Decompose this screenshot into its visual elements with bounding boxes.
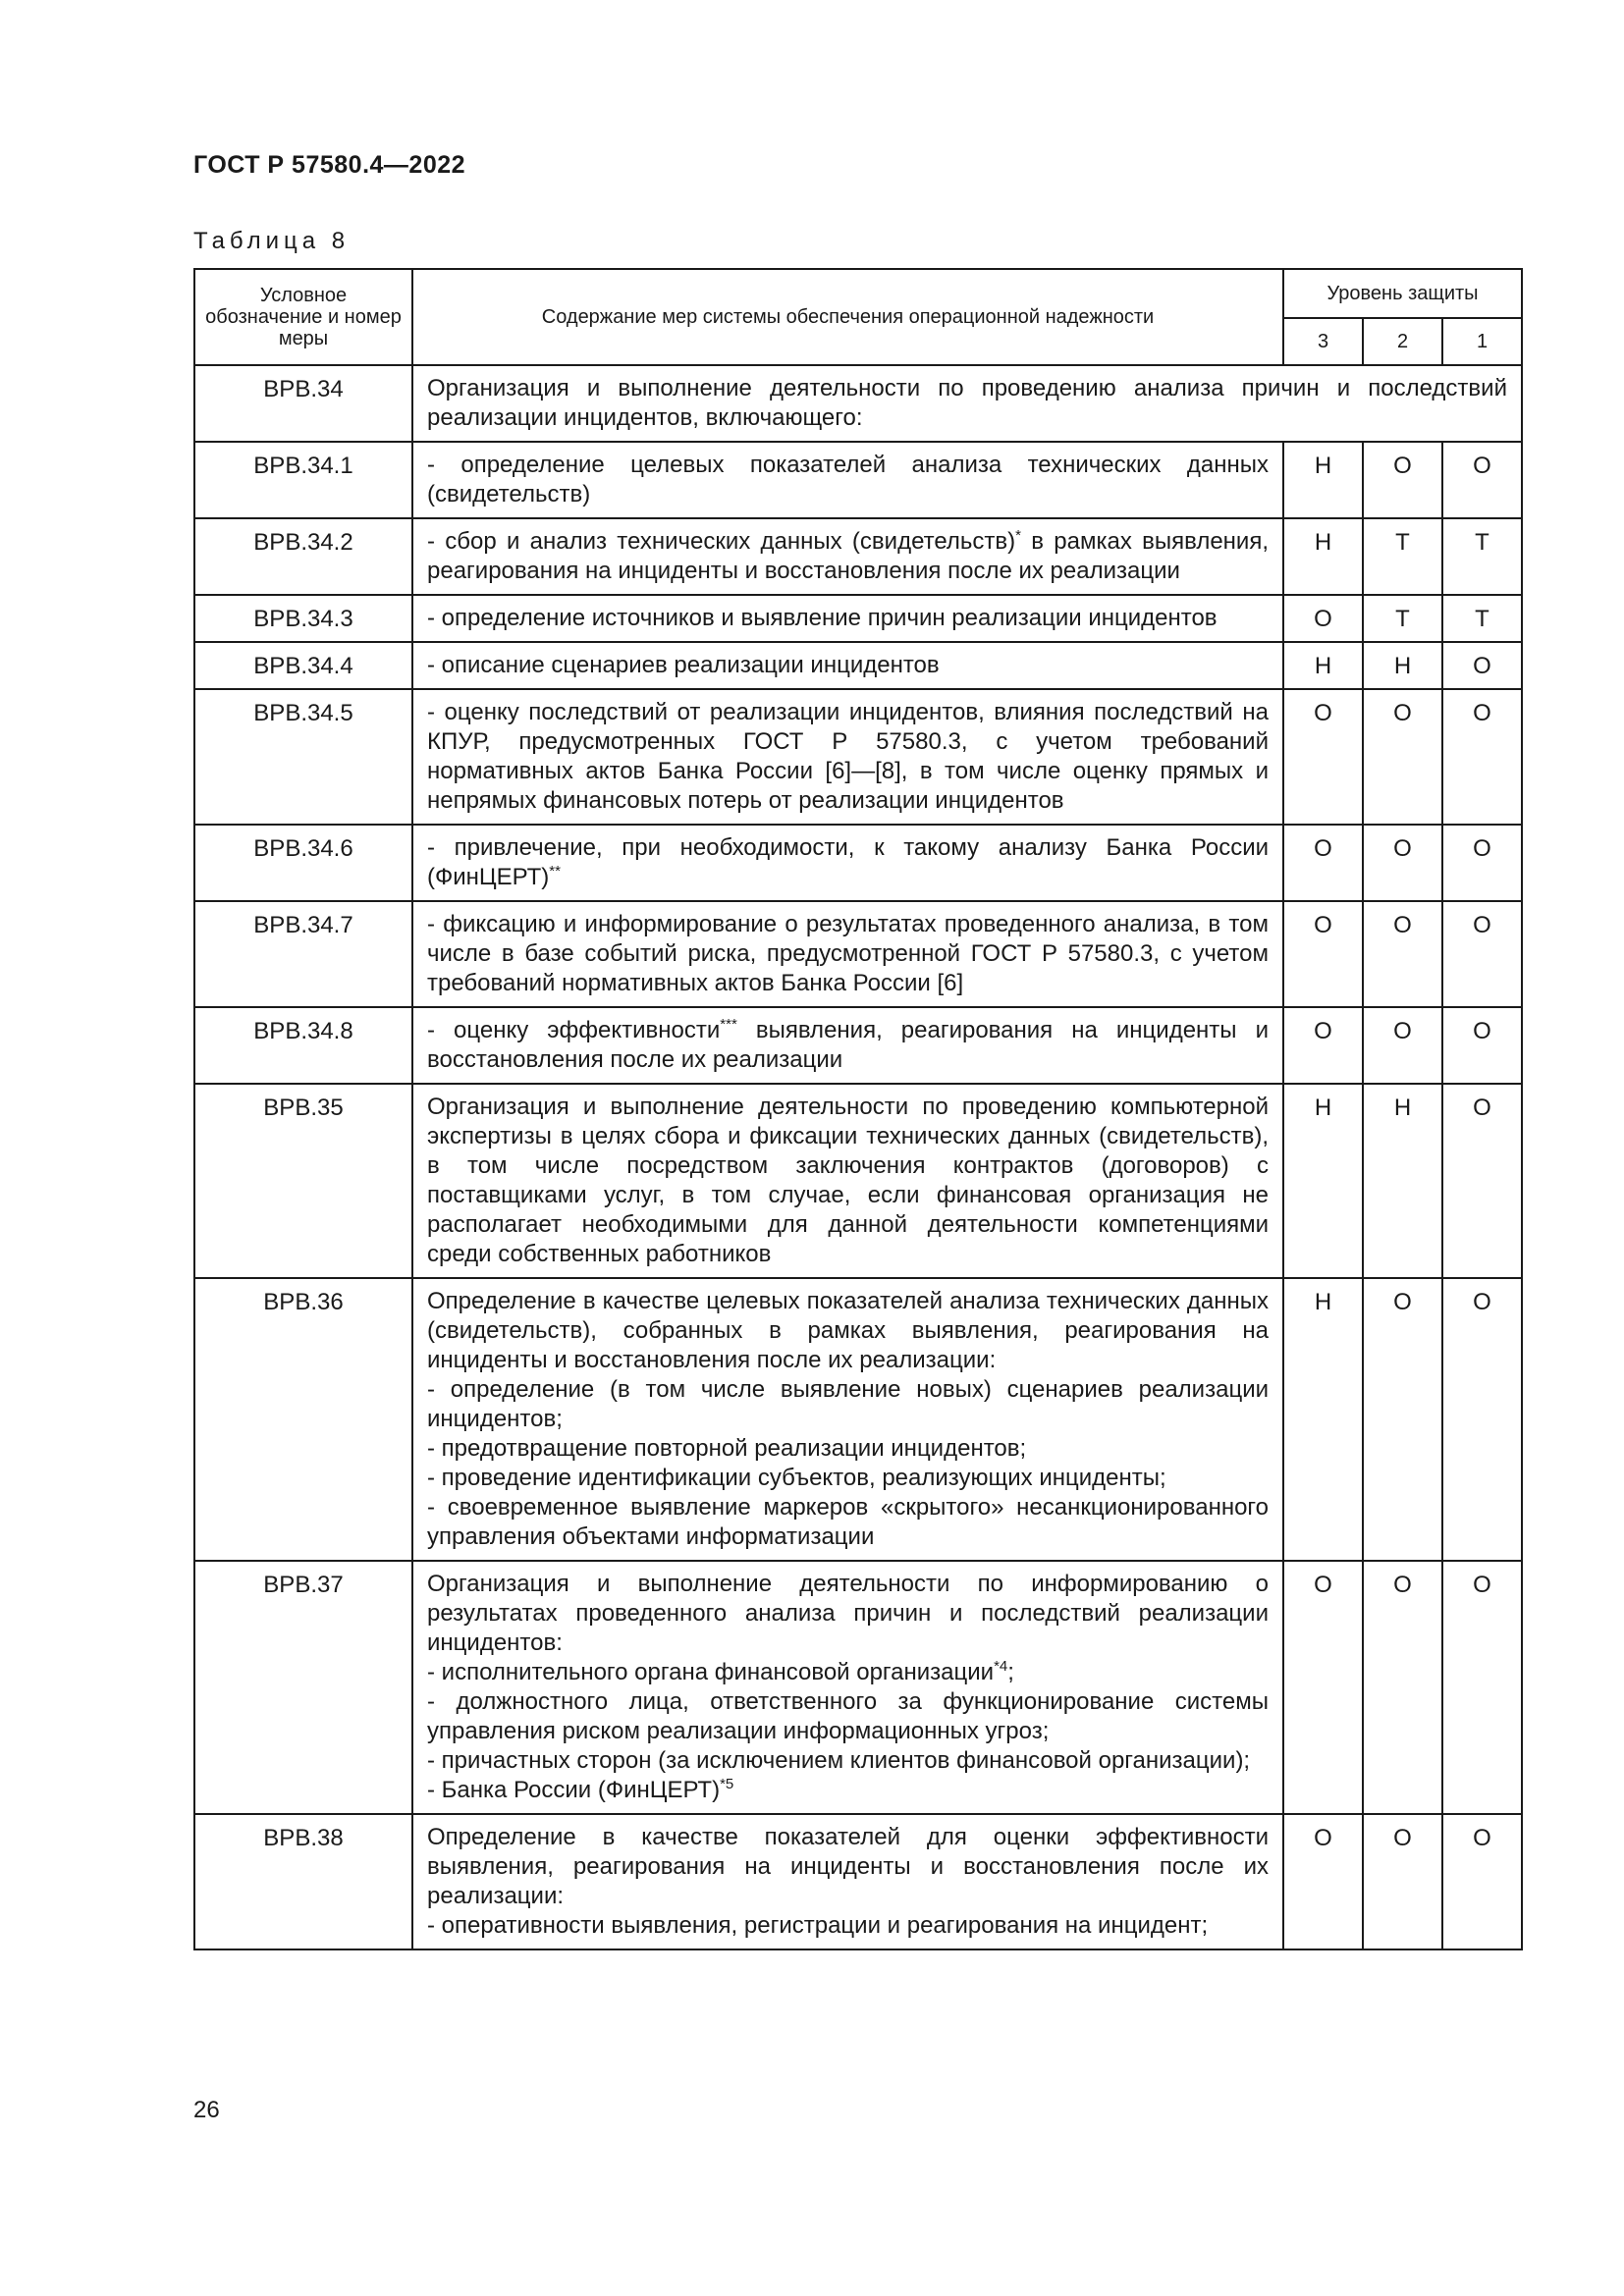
measure-content [412,825,1283,901]
content-line: - оперативности выявления, регистрации и реагирования на инцидент; [427,1912,1209,1939]
measures-table [193,268,1523,1950]
measure-code: ВРВ.34.3 [194,595,412,642]
content-line: Определение в качестве показателей для оценки эффективности выявления, реагирования на инциденты и восстановления после их реализации: [427,1824,1269,1909]
level-2-value: О [1363,1278,1442,1561]
level-1-value: О [1442,1561,1522,1814]
table-row [194,1278,1522,1561]
measure-content: - определение целевых показателей анализа технических данных (свидетельств) [412,442,1283,518]
table-caption: Таблица 8 [193,228,351,254]
level-3-value: Н [1283,1084,1363,1278]
level-1-value: Т [1442,595,1522,642]
content-text: - оценку эффективности [427,1017,721,1043]
level-2-value: О [1363,689,1442,825]
page-number: 26 [193,2097,220,2123]
table-row [194,518,1522,595]
measure-code: ВРВ.34.5 [194,689,412,825]
measure-code: ВРВ.34 [194,365,412,442]
content-line: Организация и выполнение деятельности по информированию о результатах проведенного анализа причин и последствий реализации инцидентов: [427,1571,1269,1656]
table-row [194,1814,1522,1949]
level-1-value: О [1442,1814,1522,1949]
measure-content [412,1814,1283,1949]
measure-code: ВРВ.34.4 [194,642,412,689]
level-3-value: О [1283,901,1363,1007]
level-2-value: Н [1363,642,1442,689]
level-1-value: О [1442,901,1522,1007]
level-2-value: Т [1363,595,1442,642]
content-line [427,1658,1269,1687]
content-text: выявления, реагирования на инциденты и восстановления после их реализации [427,1017,1269,1073]
level-1-value: О [1442,1084,1522,1278]
content-line: - определение (в том числе выявление новых) сценариев реализации инцидентов; [427,1376,1269,1432]
measure-code: ВРВ.38 [194,1814,412,1949]
measure-content: Организация и выполнение деятельности по проведению анализа причин и последствий реализации инцидентов, включающего: [412,365,1522,442]
measure-content: - определение источников и выявление причин реализации инцидентов [412,595,1283,642]
measure-code: ВРВ.34.2 [194,518,412,595]
header-level-2: 2 [1363,318,1442,365]
header-level-1: 1 [1442,318,1522,365]
level-2-value: О [1363,1561,1442,1814]
header-level-3: 3 [1283,318,1363,365]
table-row [194,1007,1522,1084]
content-line [427,1776,1269,1805]
level-3-value: О [1283,1561,1363,1814]
header-code: Условное обозначение и номер меры [194,269,412,365]
header-content: Содержание мер системы обеспечения операционной надежности [412,269,1283,365]
level-1-value: О [1442,1278,1522,1561]
table-row [194,442,1522,518]
content-text: - исполнительного органа финансовой организации [427,1659,995,1685]
footnote-mark: *5 [720,1776,734,1792]
level-3-value: Н [1283,518,1363,595]
table-row [194,901,1522,1007]
footnote-mark: * [1015,527,1021,544]
content-text: ; [1007,1659,1014,1685]
level-1-value: Т [1442,518,1522,595]
document-header: ГОСТ Р 57580.4—2022 [193,151,466,179]
level-3-value: О [1283,1814,1363,1949]
content-line: - своевременное выявление маркеров «скрытого» несанкционированного управления объектами информатизации [427,1494,1269,1550]
measure-content [412,1278,1283,1561]
measure-content: - описание сценариев реализации инцидентов [412,642,1283,689]
header-protection-level: Уровень защиты [1283,269,1522,318]
content-text: в рамках выявления, реагирования на инциденты и восстановления после их реализации [427,528,1269,584]
content-line: - предотвращение повторной реализации инцидентов; [427,1435,1027,1462]
content-line: - причастных сторон (за исключением клиентов финансовой организации); [427,1747,1251,1774]
footnote-mark: ** [549,863,561,880]
footnote-mark: *** [720,1016,737,1033]
level-1-value: О [1442,442,1522,518]
measure-code: ВРВ.34.1 [194,442,412,518]
level-1-value: О [1442,642,1522,689]
table-row [194,595,1522,642]
footnote-mark: *4 [994,1658,1008,1675]
level-3-value: О [1283,689,1363,825]
content-line: - должностного лица, ответственного за функционирование системы управления риском реализации информационных угроз; [427,1688,1269,1744]
table-row [194,825,1522,901]
content-text: - Банка России (ФинЦЕРТ) [427,1777,721,1803]
measure-content: - оценку последствий от реализации инцидентов, влияния последствий на КПУР, предусмотренных ГОСТ Р 57580.3, с учетом требований нормативных актов Банка России [6]—[8], в том числе оценку прямых и непрямых финансовых потерь от реализации инцидентов [412,689,1283,825]
measure-code: ВРВ.34.8 [194,1007,412,1084]
level-1-value: О [1442,1007,1522,1084]
content-line: - проведение идентификации субъектов, реализующих инциденты; [427,1465,1166,1491]
measure-content [412,1561,1283,1814]
measure-code: ВРВ.37 [194,1561,412,1814]
level-3-value: О [1283,595,1363,642]
level-3-value: Н [1283,442,1363,518]
measure-code: ВРВ.36 [194,1278,412,1561]
content-text: - привлечение, при необходимости, к такому анализу Банка России (ФинЦЕРТ) [427,834,1269,890]
measure-code: ВРВ.34.7 [194,901,412,1007]
table-row [194,365,1522,442]
level-3-value: Н [1283,642,1363,689]
level-2-value: О [1363,825,1442,901]
measure-content [412,1007,1283,1084]
measure-code: ВРВ.35 [194,1084,412,1278]
table-row [194,689,1522,825]
level-2-value: О [1363,901,1442,1007]
level-2-value: О [1363,442,1442,518]
level-2-value: О [1363,1007,1442,1084]
measure-content: - фиксацию и информирование о результатах проведенного анализа, в том числе в базе событий риска, предусмотренной ГОСТ Р 57580.3, с учетом требований нормативных актов Банка России [6] [412,901,1283,1007]
level-2-value: Н [1363,1084,1442,1278]
table-row [194,642,1522,689]
measure-code: ВРВ.34.6 [194,825,412,901]
measure-content: Организация и выполнение деятельности по проведению компьютерной экспертизы в целях сбора и фиксации технических данных (свидетельств), в том числе посредством заключения контрактов (договоров) с поставщиками услуг, в том случае, если финансовая организация не располагает необходимыми для данной деятельности компетенциями среди собственных работников [412,1084,1283,1278]
level-3-value: О [1283,825,1363,901]
level-3-value: О [1283,1007,1363,1084]
content-text: - сбор и анализ технических данных (свидетельств) [427,528,1016,555]
level-1-value: О [1442,689,1522,825]
level-1-value: О [1442,825,1522,901]
table-row [194,1084,1522,1278]
level-2-value: О [1363,1814,1442,1949]
level-3-value: Н [1283,1278,1363,1561]
level-2-value: Т [1363,518,1442,595]
table-row [194,1561,1522,1814]
content-line: Определение в качестве целевых показателей анализа технических данных (свидетельств), собранных в рамках выявления, реагирования на инциденты и восстановления после их реализации: [427,1288,1269,1373]
measure-content [412,518,1283,595]
